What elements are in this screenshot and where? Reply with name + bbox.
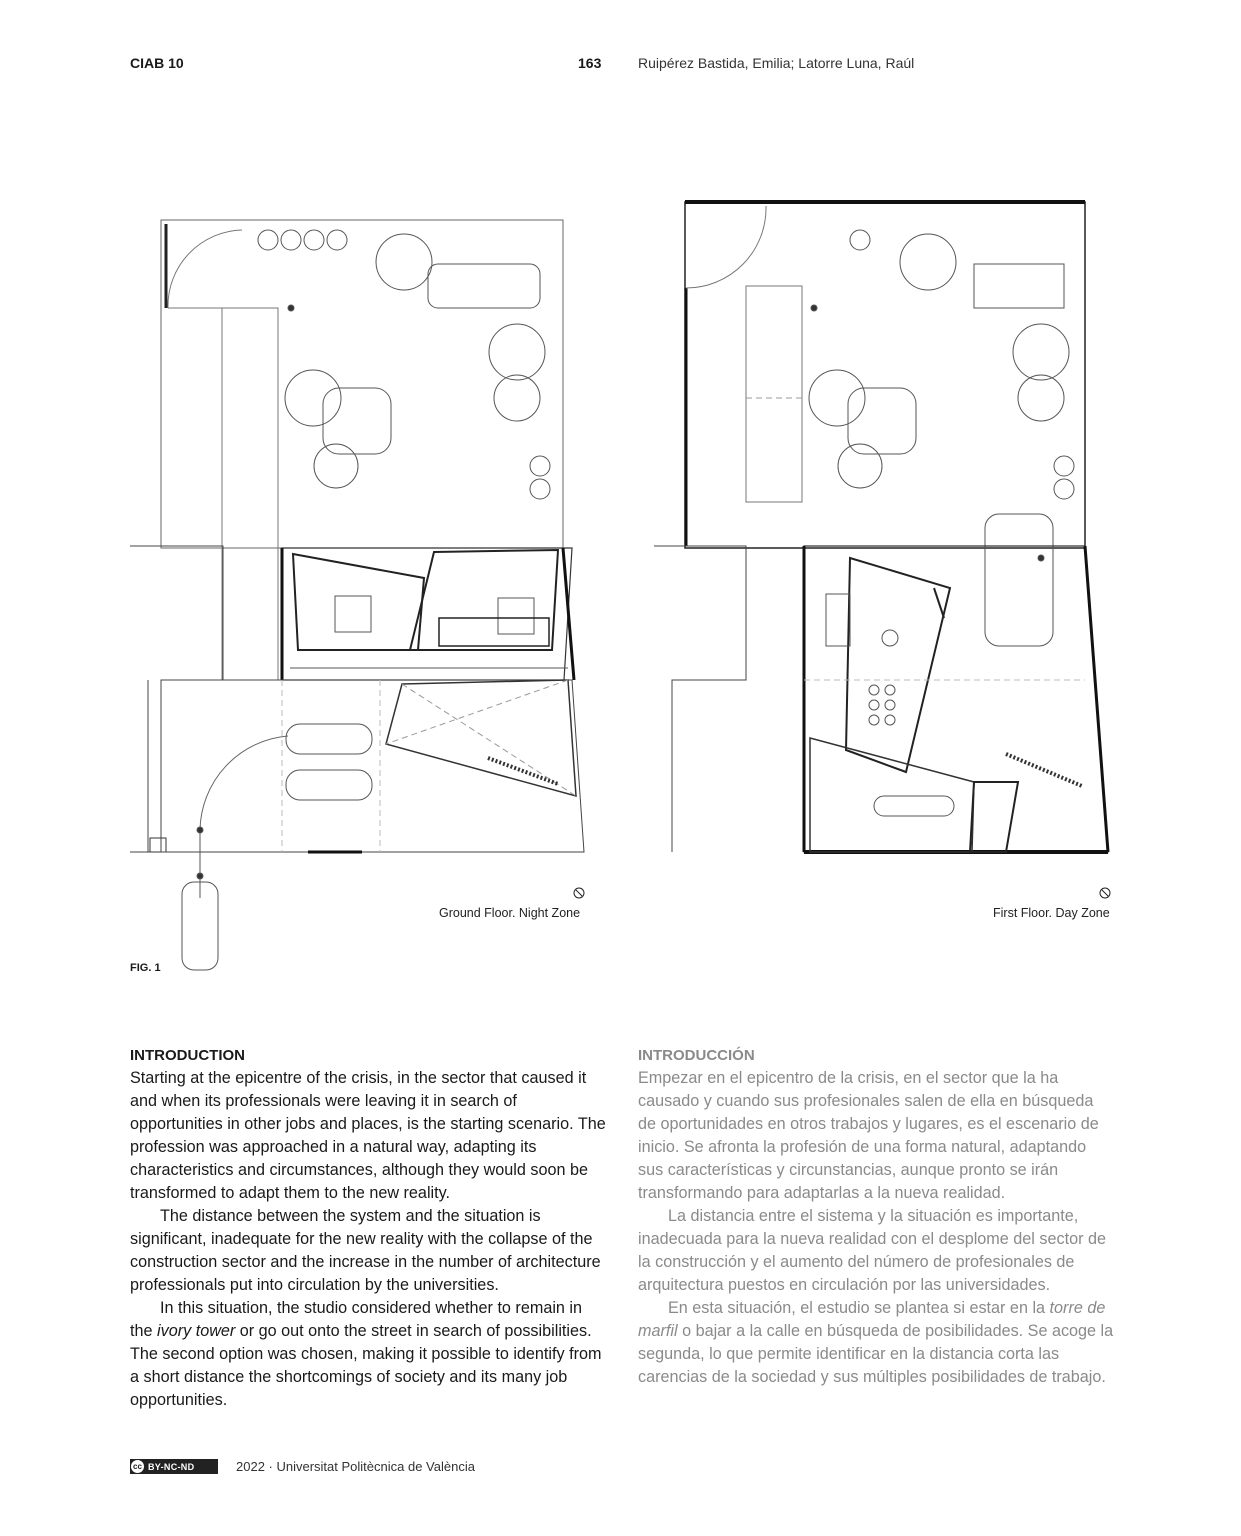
section-heading: INTRODUCTION — [130, 1047, 245, 1064]
spanish-column — [638, 1045, 1114, 1389]
footer-text: 2022 · Universitat Politècnica de València — [236, 1459, 475, 1474]
garage-area — [161, 680, 584, 852]
round-table — [900, 234, 956, 290]
car — [286, 724, 372, 754]
figure-label: FIG. 1 — [130, 962, 161, 974]
sofa — [974, 264, 1064, 308]
kitchen-island — [985, 514, 1053, 646]
paragraph: Starting at the epicentre of the crisis, in the sector that caused it and when its professionals were leaving it in search of opportunities in other jobs and places, is the starting scenario. The profession was approached in a natural way, adapting its characteristics and circumstances, although they would soon be transformed to adapt them to the new reality. — [130, 1069, 606, 1202]
english-column — [130, 1045, 606, 1412]
authors: Ruipérez Bastida, Emilia; Latorre Luna, Raúl — [638, 55, 915, 71]
north-arrow-icon — [573, 886, 585, 904]
dining-chairs — [869, 685, 895, 725]
paragraph: La distancia entre el sistema y la situación es importante, inadecuada para la nueva realidad con el desplome del sector de la construcción y el aumento del número de profesionales de arquitectura puestos en circulación por las universidades. — [638, 1207, 1106, 1294]
footer — [130, 1459, 475, 1474]
round-table — [376, 234, 432, 290]
section-heading: INTRODUCCIÓN — [638, 1047, 755, 1064]
plan-outline-upper — [161, 220, 563, 548]
door-arc — [168, 230, 242, 308]
north-arrow-icon — [1099, 886, 1111, 904]
ground-floor-plan — [128, 198, 590, 978]
paragraph: The distance between the system and the situation is significant, inadequate for the new reality with the collapse of the construction sector and the increase in the number of architecture professionals put into circulation by the universities. — [130, 1207, 601, 1294]
plan-column-strip — [222, 308, 278, 680]
paragraph: En esta situación, el estudio se plantea si estar en la torre de marfil o bajar a la calle en búsqueda de posibilidades. Se acoge la segunda, lo que permite identificar en la distancia corta las carencias de la sociedad y sus múltiples posibilidades de trabajo. — [638, 1299, 1114, 1386]
paragraph: Empezar en el epicentro de la crisis, en el sector que la ha causado y cuando sus profesionales salen de ella en búsqueda de oportunidades en otros trabajos y lugares, es el escenario de inicio. Se afronta la profesión de una forma natural, adaptando sus características y circunstancias, aunque pronto se irán transformando para adaptarlas a la nueva realidad. — [638, 1069, 1099, 1202]
first-floor-plan — [652, 198, 1114, 860]
first-floor-caption: First Floor. Day Zone — [993, 906, 1110, 920]
journal-title: CIAB 10 — [130, 55, 184, 71]
sofa — [428, 264, 540, 308]
cc-license-icon[interactable]: cc BY-NC-ND — [130, 1459, 218, 1474]
plan-column-strip — [746, 286, 802, 502]
ground-floor-caption: Ground Floor. Night Zone — [439, 906, 581, 920]
bedroom-block — [282, 548, 572, 680]
paragraph: In this situation, the studio considered whether to remain in the ivory tower or go out onto the street in search of possibilities. The second option was chosen, making it possible to identify from a short distance the shortcomings of society and its many job opportunities. — [130, 1299, 602, 1409]
door-arc — [686, 206, 766, 288]
page-number: 163 — [578, 55, 602, 71]
